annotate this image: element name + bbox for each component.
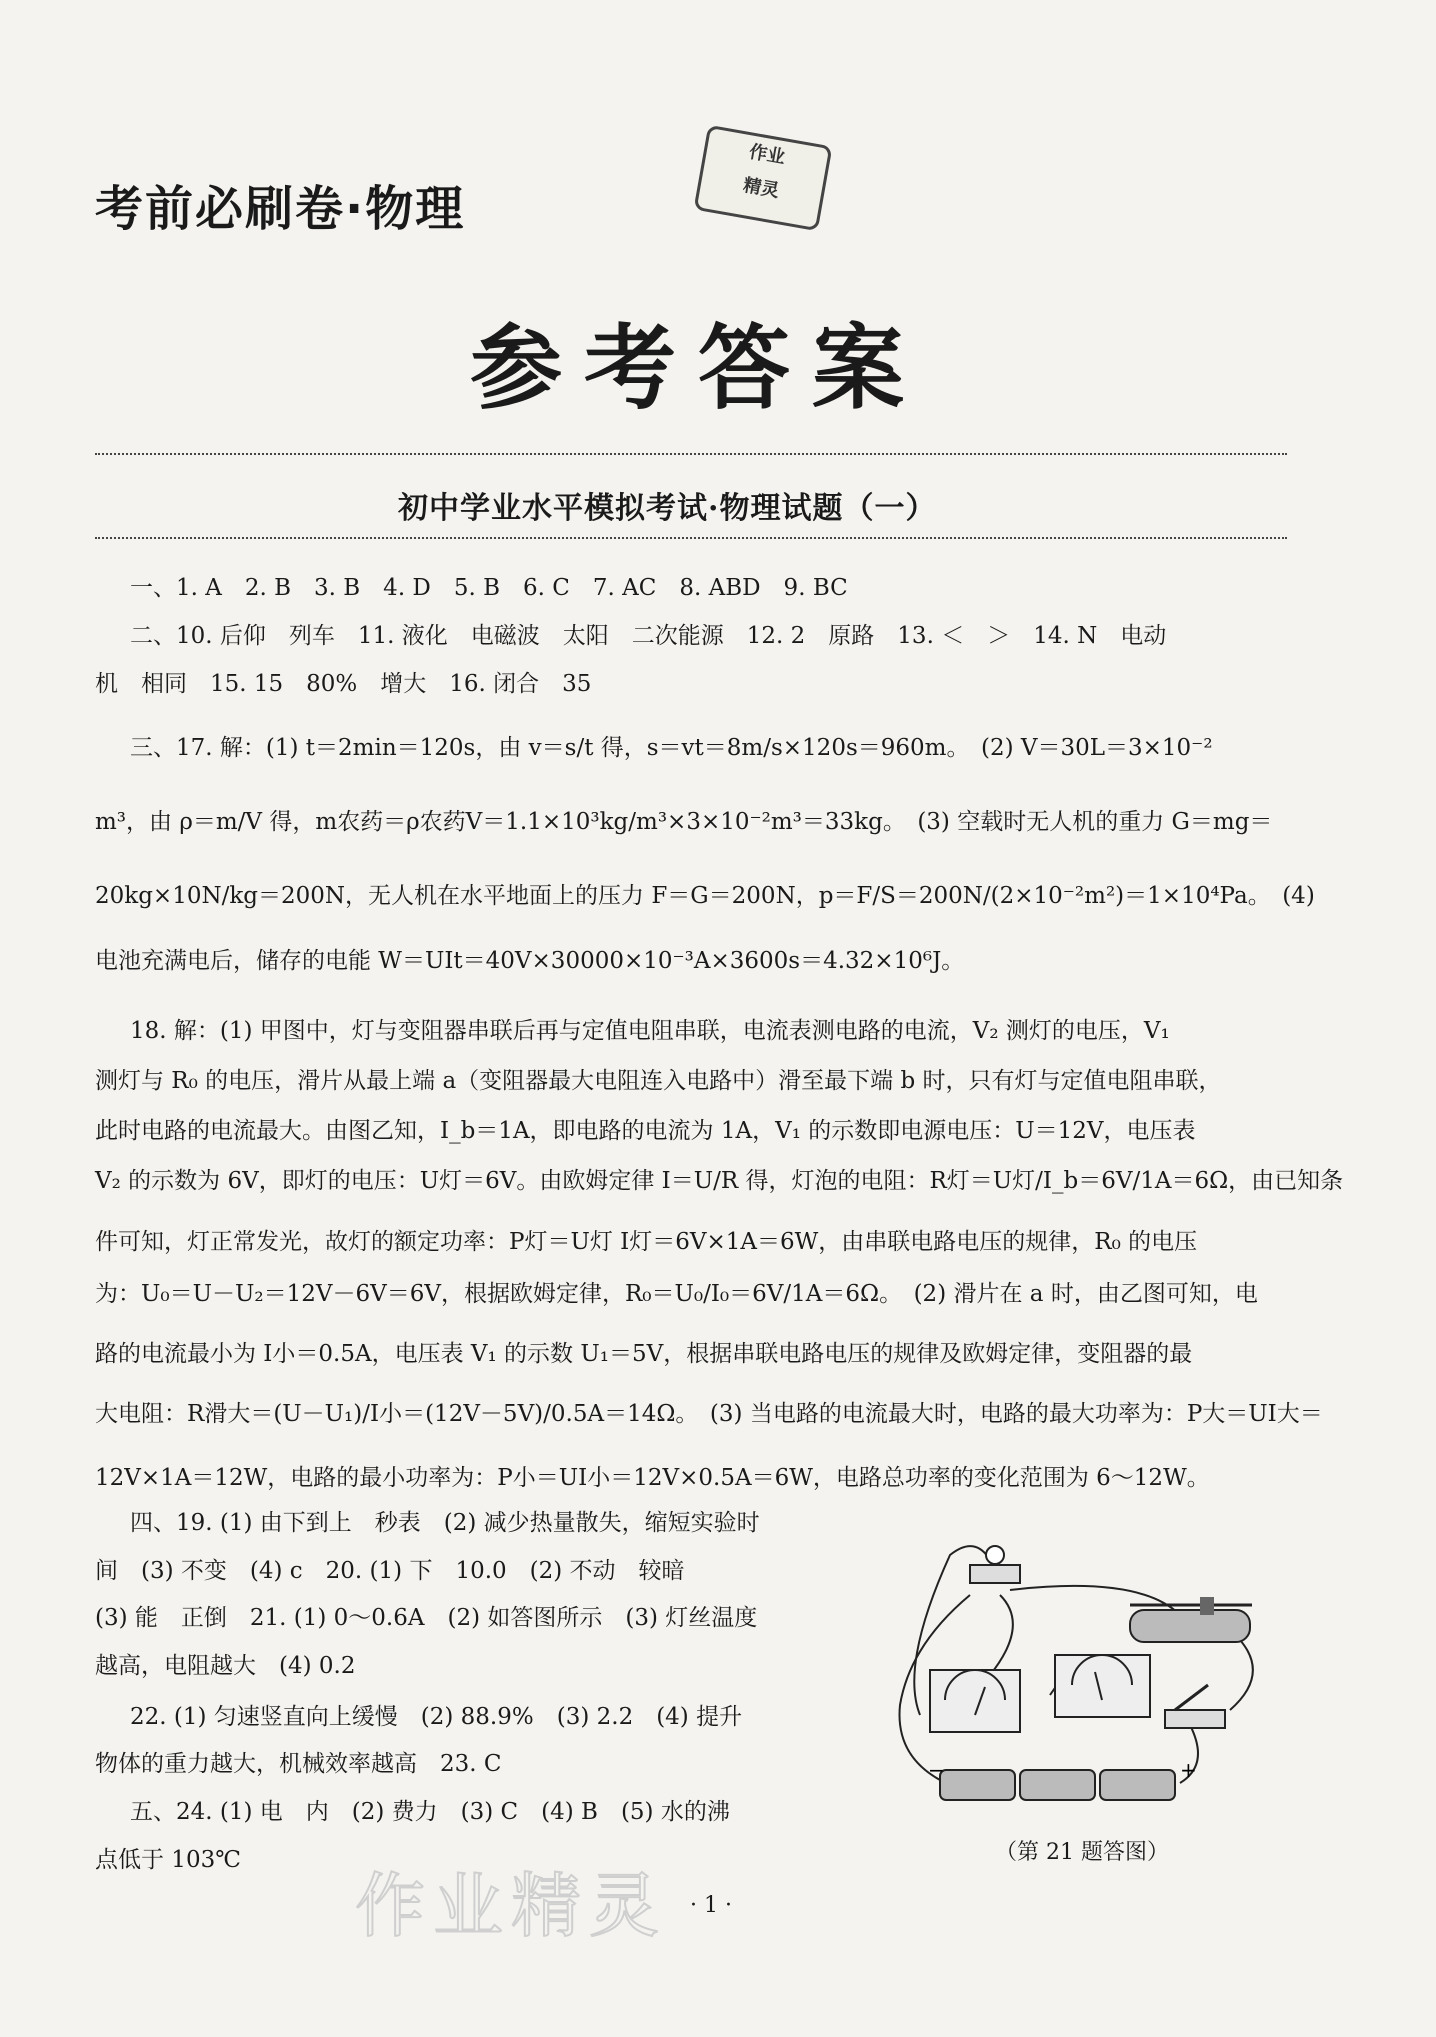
figure-caption: （第 21 题答图） — [995, 1840, 1169, 1865]
answer-line: 电池充满电后，储存的电能 W＝UIt＝40V×30000×10⁻³A×3600s＝4.32×10⁶J。 — [95, 948, 965, 974]
answer-line: 20kg×10N/kg＝200N，无人机在水平地面上的压力 F＝G＝200N，p＝F/S＝200N/(2×10⁻²m²)＝1×10⁴Pa。 (4) — [95, 883, 1315, 909]
lamp-icon — [986, 1546, 1004, 1564]
series-title: 考前必刷卷·物理 — [95, 181, 466, 237]
wire — [1230, 1640, 1253, 1710]
ammeter — [930, 1670, 1020, 1732]
answer-line: 大电阻：R滑大＝(U－U₁)/I小＝(12V－5V)/0.5A＝14Ω。 (3) 当电路的电流最大时，电路的最大功率为：P大＝UI大＝ — [95, 1401, 1323, 1427]
answer-line: 12V×1A＝12W，电路的最小功率为：P小＝UI小＝12V×0.5A＝6W，电路总功率的变化范围为 6～12W。 — [95, 1465, 1210, 1491]
battery — [940, 1770, 1015, 1800]
watermark: 作业精灵 — [355, 1865, 667, 1947]
answer-line: 三、17. 解：(1) t＝2min＝120s，由 v＝s/t 得，s＝vt＝8m/s×120s＝960m。 (2) V＝30L＝3×10⁻² — [130, 735, 1213, 761]
switch — [1165, 1710, 1225, 1728]
battery — [1020, 1770, 1095, 1800]
divider-top — [95, 453, 1287, 455]
page-number: · 1 · — [690, 1893, 732, 1918]
answer-line: 间 (3) 不变 (4) c 20. (1) 下 10.0 (2) 不动 较暗 — [95, 1558, 685, 1584]
minus-sign: − — [928, 1758, 945, 1782]
battery — [1100, 1770, 1175, 1800]
wire — [990, 1595, 1013, 1675]
circuit-figure — [880, 1515, 1280, 1815]
answer-line: 件可知，灯正常发光，故灯的额定功率：P灯＝U灯 I灯＝6V×1A＝6W，由串联电路电压的规律，R₀ 的电压 — [95, 1229, 1198, 1255]
answer-line: 18. 解：(1) 甲图中，灯与变阻器串联后再与定值电阻串联，电流表测电路的电流，V₂ 测灯的电压，V₁ — [130, 1018, 1170, 1044]
switch-lever — [1175, 1685, 1208, 1710]
divider-bottom — [95, 537, 1287, 539]
answer-line: 越高，电阻越大 (4) 0.2 — [95, 1653, 356, 1679]
answer-line: V₂ 的示数为 6V，即灯的电压：U灯＝6V。由欧姆定律 I＝U/R 得，灯泡的电阻：R灯＝U灯/I_b＝6V/1A＝6Ω，由已知条 — [95, 1168, 1344, 1194]
answer-line: 测灯与 R₀ 的电压，滑片从最上端 a（变阻器最大电阻连入电路中）滑至最下端 b 时，只有灯与定值电阻串联， — [95, 1068, 1222, 1094]
rheostat — [1130, 1610, 1250, 1642]
answer-line: 路的电流最小为 I小＝0.5A，电压表 V₁ 的示数 U₁＝5V，根据串联电路电压的规律及欧姆定律，变阻器的最 — [95, 1341, 1193, 1367]
answer-line: 为：U₀＝U－U₂＝12V－6V＝6V，根据欧姆定律，R₀＝U₀/I₀＝6V/1A＝6Ω。 (2) 滑片在 a 时，由乙图可知，电 — [95, 1281, 1258, 1307]
plus-sign: + — [1180, 1758, 1197, 1782]
answer-line: m³，由 ρ＝m/V 得，m农药＝ρ农药V＝1.1×10³kg/m³×3×10⁻²m³＝33kg。 (3) 空载时无人机的重力 G＝mg＝ — [95, 809, 1273, 835]
page-title: 参考答案 — [470, 315, 927, 422]
answer-line: 点低于 103℃ — [95, 1847, 241, 1873]
rheostat-slider — [1200, 1597, 1214, 1615]
logo-stamp — [693, 125, 832, 232]
answer-line: 机 相同 15. 15 80% 增大 16. 闭合 35 — [95, 671, 592, 697]
answer-line: 一、1. A 2. B 3. B 4. D 5. B 6. C 7. AC 8. ABD 9. BC — [130, 575, 848, 601]
lamp-base — [970, 1565, 1020, 1583]
answer-line: 五、24. (1) 电 内 (2) 费力 (3) C (4) B (5) 水的沸 — [130, 1799, 730, 1825]
answer-line: 22. (1) 匀速竖直向上缓慢 (2) 88.9% (3) 2.2 (4) 提升 — [130, 1704, 743, 1730]
stamp-line-1: 作业 — [747, 141, 787, 169]
answer-line: 物体的重力越大，机械效率越高 23. C — [95, 1751, 502, 1777]
voltmeter — [1055, 1655, 1150, 1717]
answer-line: 二、10. 后仰 列车 11. 液化 电磁波 太阳 二次能源 12. 2 原路 13. ＜ ＞ 14. N 电动 — [130, 623, 1167, 649]
answer-line: 此时电路的电流最大。由图乙知，I_b＝1A，即电路的电流为 1A，V₁ 的示数即电源电压：U＝12V，电压表 — [95, 1118, 1196, 1144]
exam-title: 初中学业水平模拟考试·物理试题（一） — [398, 491, 937, 526]
stamp-line-2: 精灵 — [741, 174, 781, 202]
answer-line: 四、19. (1) 由下到上 秒表 (2) 减少热量散失，缩短实验时 — [130, 1510, 760, 1536]
answer-line: (3) 能 正倒 21. (1) 0～0.6A (2) 如答图所示 (3) 灯丝温度 — [95, 1605, 758, 1631]
